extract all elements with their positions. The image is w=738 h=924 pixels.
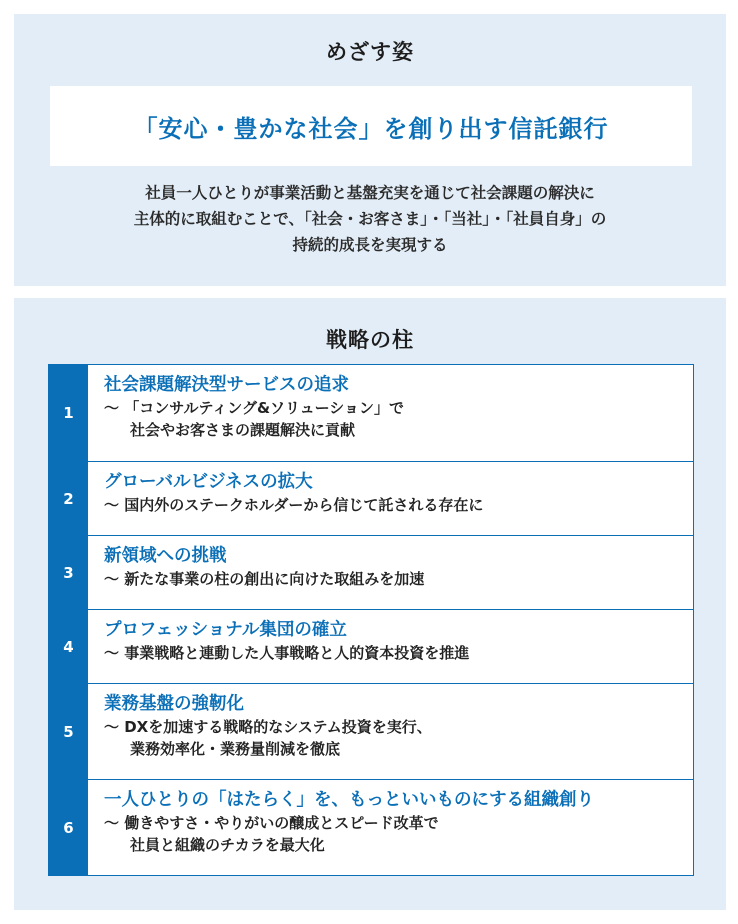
pillar-number: 3 (49, 536, 88, 609)
pillar-item (49, 461, 693, 535)
vision-tagline: 「安心・豊かな社会」を創り出す信託銀行 (50, 86, 692, 166)
strategy-panel (14, 298, 726, 910)
pillar-item (49, 683, 693, 779)
pillar-title: グローバルビジネスの拡大 (104, 472, 313, 492)
pillar-item (49, 365, 693, 461)
pillar-title: 新領域への挑戦 (104, 546, 227, 566)
vision-heading: めざす姿 (326, 40, 414, 64)
pillar-number: 1 (49, 365, 88, 461)
pillar-item (49, 535, 693, 609)
strategy-heading: 戦略の柱 (326, 328, 414, 352)
pillar-description: 業務効率化・業務量削減を徹底 (130, 740, 341, 758)
mission-line: 持続的成長を実現する (292, 236, 448, 254)
pillar-item (49, 609, 693, 683)
pillar-description: 〜 DXを加速する戦略的なシステム投資を実行、 (104, 718, 432, 736)
pillar-description: 〜 「コンサルティング&ソリューション」で (104, 399, 405, 417)
pillar-description: 社員と組織のチカラを最大化 (130, 836, 325, 854)
mission-line: 社員一人ひとりが事業活動と基盤充実を通じて社会課題の解決に (145, 184, 595, 202)
pillar-description: 〜 新たな事業の柱の創出に向けた取組みを加速 (104, 570, 425, 588)
pillar-number: 2 (49, 462, 88, 535)
mission-statement (34, 180, 706, 258)
pillar-description: 社会やお客さまの課題解決に貢献 (130, 421, 356, 439)
mission-line: 主体的に取組むことで、「社会・お客さま」・「当社」・「社員自身」の (133, 210, 607, 228)
pillar-number: 5 (49, 684, 88, 779)
pillar-number: 4 (49, 610, 88, 683)
pillar-description: 〜 働きやすさ・やりがいの醸成とスピード改革で (104, 814, 439, 832)
pillar-description: 〜 事業戦略と連動した人事戦略と人的資本投資を推進 (104, 644, 470, 662)
pillar-title: 社会課題解決型サービスの追求 (104, 375, 349, 395)
pillar-number: 6 (49, 780, 88, 875)
pillar-title: 業務基盤の強靭化 (104, 694, 244, 714)
pillar-title: 一人ひとりの「はたらく」を、もっといいものにする組織創り (104, 790, 594, 810)
vision-panel (14, 14, 726, 286)
pillar-item (49, 779, 693, 875)
pillar-title: プロフェッショナル集団の確立 (104, 620, 347, 640)
strategy-pillars-list (48, 364, 694, 876)
pillar-description: 〜 国内外のステークホルダーから信じて託される存在に (104, 496, 484, 514)
